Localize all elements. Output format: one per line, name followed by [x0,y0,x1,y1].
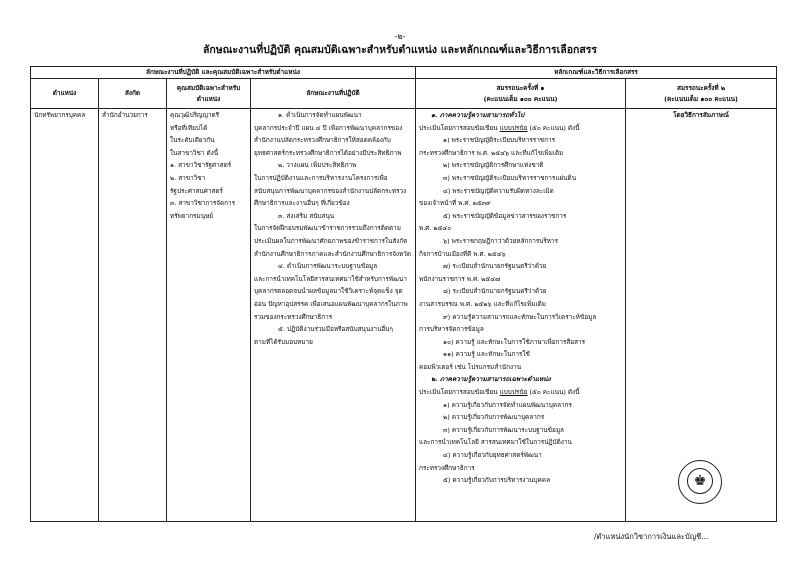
part1-method: ประเมินโดยการสอบข้อเขียน แบบปรนัย (๕๐ คะแนน) ดังนี้ [419,123,580,132]
round2-title: สมรรถนะครั้งที่ ๒ [676,83,726,92]
criteria-item: ๖) พระราชกฤษฎีกาว่าด้วยหลักการบริหาร [443,236,559,245]
qualification-line: คุณวุฒิปริญญาตรี [170,111,220,119]
qualification-line: ทรัพยากรมนุษย์ [170,211,214,220]
cell-qualification [167,109,251,522]
criteria-item: ๓) พระราชบัญญัติระเบียบบริหารราชการแผ่นดิน [443,173,577,182]
part2-title: ๒. ภาคความรู้ความสามารถเฉพาะตำแหน่ง [431,375,551,384]
cell-duties [251,109,416,522]
cell-round1 [416,109,626,522]
official-seal [678,460,722,504]
duty-text: และการนำเทคโนโลยีสารสนเทศมาใช้สำหรับการพัฒนาบุคลากรตลอดจนนำผลข้อมูลมาใช้วิเคราะห์จุดแข็ง จุดอ่อน ปัญหาอุปสรรค เพื่อเสนอแผนพัฒนาบุคลากรในภาพรวมของกระทรวงศึกษาธิการ [254,274,408,321]
criteria-item: ๑๐) ความรู้ และทักษะในการใช้ภาษาเพื่อการสื่อสาร [443,337,586,346]
duty-heading: ๑. ดำเนินการจัดทำแผนพัฒนา [278,111,362,119]
criteria-item: ๗) ระเบียบสำนักนายกรัฐมนตรีว่าด้วย [443,262,547,271]
cell-affiliation: สำนักอำนวยการ [99,109,167,522]
header-round2 [626,79,777,109]
duty-heading: ๕. ปฏิบัติงานร่วมมือหรือสนับสนุนงานอื่นๆ [278,325,393,334]
header-duties: ลักษณะงานที่ปฏิบัติ [251,79,416,109]
header-position: ตำแหน่ง [31,79,99,109]
criteria-item: ๔) ความรู้เกี่ยวกับยุทธศาสตร์พัฒนา [443,451,542,460]
qualification-line: ๓. สาขาวิชาการจัดการ [170,199,236,208]
criteria-item-cont: กระทรวงศึกษาธิการ พ.ศ. ๒๕๔๖ และที่แก้ไขเพิ่มเติม [419,148,564,157]
part1-title: ๑. ภาคความรู้ความสามารถทั่วไป [431,111,525,119]
qualification-line: ในสาขาวิชา ดังนี้ [170,148,219,157]
criteria-item: ๔) พระราชบัญญัติความรับผิดทางละเมิด [443,186,554,195]
continuation-note: /ตำแหน่งนักวิชาการเงินและบัญชี... [594,532,709,541]
criteria-item-cont: คอมพิวเตอร์ เช่น โปรแกรมสำนักงาน [419,362,522,371]
duty-heading: ๔. ดำเนินการพัฒนาระบบฐานข้อมูล [278,262,378,271]
criteria-item: ๓) ความรู้เกี่ยวกับการพัฒนาระบบฐานข้อมูล [443,425,564,434]
document-title: ลักษณะงานที่ปฏิบัติ คุณสมบัติเฉพาะสำหรับตำแหน่ง และหลักเกณฑ์และวิธีการเลือกสรร [202,44,598,56]
qualification-line: ในระดับเดียวกัน [170,136,215,145]
criteria-item-cont: การบริหารจัดการข้อมูล [419,325,484,334]
header-round1 [416,79,626,109]
criteria-item: ๒) ความรู้เกี่ยวกับการพัฒนาบุคลากร [443,413,545,422]
criteria-item: ๑) พระราชบัญญัติระเบียบบริหารราชการ [443,136,556,145]
criteria-item-cont: งานสารบรรณ พ.ศ. ๒๕๒๖ และที่แก้ไขเพิ่มเติม [419,299,547,308]
criteria-item: ๘) ระเบียบสำนักนายกรัฐมนตรีว่าด้วย [443,287,547,296]
header-qualification: คุณสมบัติเฉพาะสำหรับตำแหน่ง [167,79,251,109]
cell-position: นักทรัพยากรบุคคล [31,109,99,522]
duty-text: ตามที่ได้รับมอบหมาย [254,337,313,346]
duty-heading: ๓. ส่งเสริม สนับสนุน [278,211,335,220]
criteria-item-cont: พนักงานราชการ พ.ศ. ๒๕๔๗ [419,274,500,283]
qualification-line: ๑. สาขาวิชารัฐศาสตร์ [170,161,232,170]
criteria-item: ๕) ความรู้เกี่ยวกับการบริหารงานบุคคล [443,476,550,485]
qualification-line: หรือที่เทียบได้ [170,123,208,132]
criteria-item: ๑๑) ความรู้ และทักษะในการใช้ [443,350,530,359]
duty-heading: ๒. วางแผน เพิ่มประสิทธิภาพ [278,161,357,170]
selection-criteria-table [30,66,777,522]
page-number: -๒- [394,32,406,41]
criteria-item-cont: และการนำเทคโนโลยี สารสนเทศมาใช้ในการปฏิบัติงาน [419,438,572,447]
criteria-item-cont: กิจการบ้านเมืองที่ดี พ.ศ. ๒๕๔๖ [419,249,506,258]
qualification-line: ๒. สาขาวิชารัฐประศาสนศาสตร์ [170,173,223,195]
group-header-left: ลักษณะงานที่ปฏิบัติ และคุณสมบัติเฉพาะสำหรับตำแหน่ง [31,67,416,79]
duty-text: บุคลากรประจำปี แผน ๔ ปี เพื่อการพัฒนาบุคลากรของสำนักงานปลัดกระทรวงศึกษาธิการให้สอดคล้องกับยุทธศาสตร์กระทรวงศึกษาธิการได้อย่างมีประสิทธิภาพ [254,123,403,157]
criteria-item-cont: พ.ศ. ๒๕๔๐ [419,224,452,233]
part2-method: ประเมินโดยการสอบข้อเขียน แบบปรนัย (๕๐ คะแนน) ดังนี้ [419,388,580,397]
round1-score: (คะแนนเต็ม ๑๐๐ คะแนน) [483,94,558,103]
criteria-item: ๑) ความรู้เกี่ยวกับการจัดทำแผนพัฒนาบุคลากร [443,400,572,409]
duty-text: ในการจัดฝึกอบรมพัฒนาข้าราชการรวมถึงการติดตามประเมินผลในการพัฒนาศักยภาพของข้าราชการในสังกัดสำนักงานศึกษาธิการภาคและสำนักงานศึกษาธิการจังหวัด [254,224,412,258]
garuda-emblem-icon: ♚ [687,468,713,494]
duty-text: ในการปฏิบัติงานและการบริหารงานโครงการเพื่อสนับสนุนการพัฒนาบุคลากรของสำนักงานปลัดกระทรวงศึกษาธิการและงานอื่นๆ ที่เกี่ยวข้อง [254,173,407,208]
criteria-item: ๙) ความรู้ความสามารถและทักษะในการวิเคราะห์ข้อมูล [443,312,597,321]
criteria-item-cont: ของเจ้าหน้าที่ พ.ศ. ๒๕๓๙ [419,199,491,208]
criteria-item: ๕) พระราชบัญญัติข้อมูลข่าวสารของราชการ [443,211,567,220]
round2-score: (คะแนนเต็ม ๑๐๐ คะแนน) [664,94,738,103]
criteria-item: ๒) พระราชบัญญัติการศึกษาแห่งชาติ [443,161,544,170]
table-row [31,109,777,522]
round1-title: สมรรถนะครั้งที่ ๑ [496,83,545,92]
cell-round2: โดยวิธีการสัมภาษณ์ [626,109,777,522]
header-affiliation: สังกัด [99,79,167,109]
group-header-right: หลักเกณฑ์และวิธีการเลือกสรร [416,67,777,79]
criteria-item-cont: กระทรวงศึกษาธิการ [419,463,475,472]
